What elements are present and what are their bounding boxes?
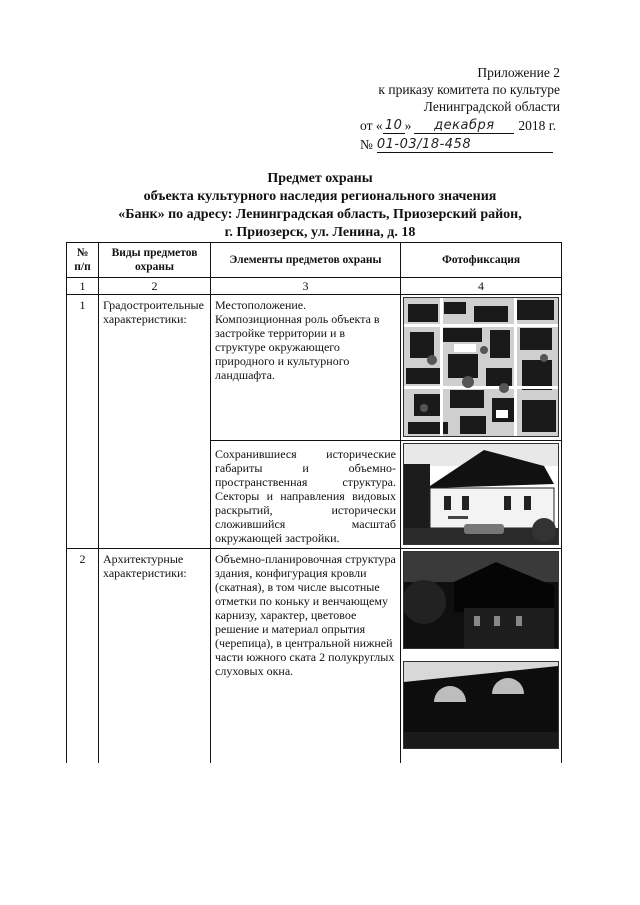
title-line-3: «Банк» по адресу: Ленинградская область, Приозерский район, <box>118 207 522 222</box>
title-line-4: г. Приозерск, ул. Ленина, д. 18 <box>224 225 416 240</box>
annex-line-3: Ленинградской области <box>423 99 560 114</box>
date-year: 2018 г. <box>518 118 557 133</box>
date-prefix: от « <box>360 118 383 133</box>
order-number <box>360 136 560 153</box>
row-kind: Архитектурные характеристики: <box>99 549 211 763</box>
title-line-2: объекта культурного наследия регионального значения <box>143 189 497 204</box>
row-element: Сохранившиеся исторические габариты и объемно-пространственная структура. Секторы и направления видовых раскрытий, исторически сложившийся масштаб окружающей застройки. <box>211 441 401 549</box>
table-row <box>67 295 562 441</box>
dormer-windows-photo-icon <box>403 661 559 749</box>
number-value: 01-03/18-458 <box>377 137 553 153</box>
col-number-3: 3 <box>211 278 401 295</box>
protection-subject-table <box>66 242 562 763</box>
header-num: № п/п <box>67 243 99 278</box>
document-title <box>80 170 560 242</box>
header-photo: Фотофиксация <box>401 243 562 278</box>
row-number: 1 <box>67 295 99 549</box>
title-line-1: Предмет охраны <box>267 171 373 186</box>
header-kind: Виды предметов охраны <box>99 243 211 278</box>
table-row <box>67 549 562 763</box>
column-number-row <box>67 278 562 295</box>
table-header-row <box>67 243 562 278</box>
annex-line-2: к приказу комитета по культуре <box>378 82 560 97</box>
row-number: 2 <box>67 549 99 763</box>
date-month: декабря <box>414 118 514 134</box>
photo-cell <box>401 549 562 763</box>
col-number-4: 4 <box>401 278 562 295</box>
row-kind: Градостроительные характеристики: <box>99 295 211 549</box>
photo-cell <box>401 295 562 441</box>
date-day: 10 <box>383 118 405 134</box>
row-element: Местоположение. Композиционная роль объекта в застройке территории и в структуре окружающего природного и культурного ландшафта. <box>211 295 401 441</box>
row-element: Объемно-планировочная структура здания, конфигурация кровли (скатная), в том числе высотные отметки по коньку и венчающему карнизу, характер, цветовое решение и материал опрытия (черепица), в центральной нижней части южного ската 2 полукруглых слуховых окна. <box>211 549 401 763</box>
aerial-photo-icon <box>403 297 559 437</box>
col-number-2: 2 <box>99 278 211 295</box>
roof-photo-icon <box>403 551 559 649</box>
date-mid: » <box>404 118 412 133</box>
col-number-1: 1 <box>67 278 99 295</box>
annex-header <box>360 64 560 153</box>
building-photo-icon <box>403 443 559 545</box>
number-label: № <box>360 137 373 152</box>
photo-cell <box>401 441 562 549</box>
header-elements: Элементы предметов охраны <box>211 243 401 278</box>
order-date <box>360 117 560 134</box>
annex-line-1: Приложение 2 <box>477 65 560 80</box>
